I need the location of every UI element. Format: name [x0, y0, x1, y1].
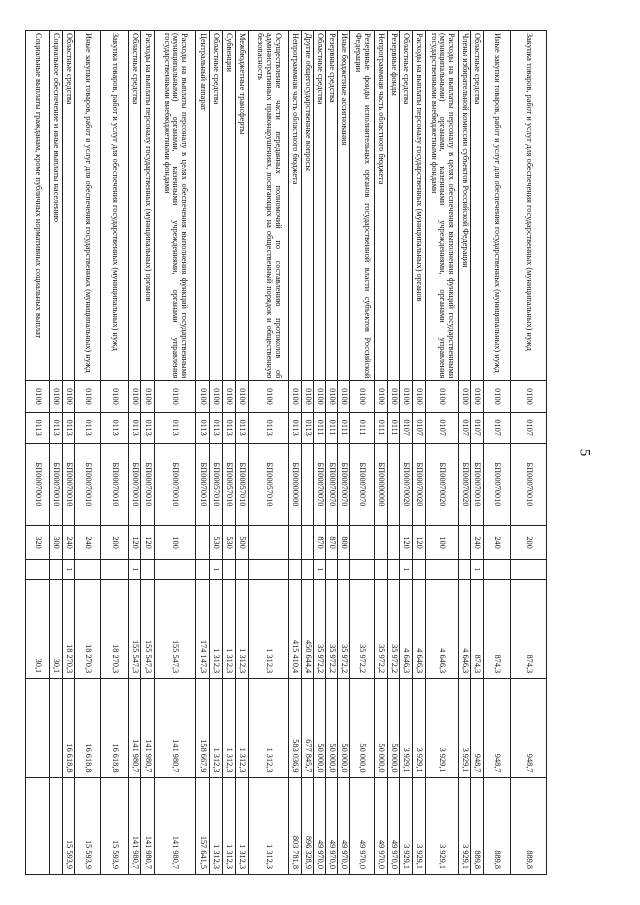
cell-rz: 0113 [196, 412, 210, 443]
cell-v3: 889,8 [511, 778, 547, 875]
cell-v3: 49 970,0 [314, 778, 326, 875]
cell-v3: 889,8 [484, 778, 511, 875]
cell-v2: 3 929,1 [400, 679, 413, 778]
cell-ved: 0100 [210, 381, 223, 412]
cell-v1: 18 270,3 [101, 579, 129, 678]
table-row [75, 31, 101, 875]
cell-v1: 18 270,3 [63, 579, 75, 678]
table-row [350, 31, 375, 875]
cell-rz: 0107 [459, 412, 471, 443]
cell-v1: 35 972,2 [375, 579, 388, 678]
cell-rz: 0111 [375, 412, 388, 443]
cell-name: Члены избирательной комиссии субъектов Российской Федерации [459, 31, 471, 381]
cell-rz: 0113 [155, 412, 196, 443]
cell-ved: 0100 [236, 381, 249, 412]
cell-csr: БП00070010 [50, 443, 63, 525]
table-row [63, 31, 75, 875]
table-row [314, 31, 326, 875]
cell-v2: 3 929,1 [426, 679, 459, 778]
table-row [459, 31, 471, 875]
cell-v2 [50, 679, 63, 778]
cell-csr: БП00070020 [426, 443, 459, 525]
cell-ved: 0100 [75, 381, 101, 412]
cell-name: Резервные фонды исполнительных органов государственной власти субъектов Российской Федерации [350, 31, 375, 381]
cell-ex [223, 560, 236, 580]
cell-v3: 49 970,0 [375, 778, 388, 875]
cell-v3 [50, 778, 63, 875]
cell-vr [350, 526, 375, 560]
cell-name: Расходы на выплаты персоналу государственных (муниципальных) органов [413, 31, 426, 381]
table-row [326, 31, 338, 875]
cell-rz: 0113 [249, 412, 289, 443]
cell-v3: 896 328,9 [302, 778, 314, 875]
cell-csr: БП00000000 [289, 443, 302, 525]
cell-v3: 15 593,9 [75, 778, 101, 875]
cell-ex [141, 560, 155, 580]
cell-rz: 0111 [314, 412, 326, 443]
cell-ex [459, 560, 471, 580]
cell-v1: 155 547,3 [141, 579, 155, 678]
cell-csr: БП00070010 [155, 443, 196, 525]
cell-ex: 1 [210, 560, 223, 580]
cell-ved: 0100 [426, 381, 459, 412]
table-row [50, 31, 63, 875]
table-body [26, 31, 547, 875]
cell-name: Расходы на выплаты персоналу государственных (муниципальных) органов [141, 31, 155, 381]
cell-csr: БП00070010 [129, 443, 141, 525]
table-row [471, 31, 484, 875]
cell-name: Областные средства [129, 31, 141, 381]
cell-vr: 320 [26, 526, 50, 560]
cell-v1: 155 547,3 [155, 579, 196, 678]
cell-name: Закупка товаров, работ и услуг для обеспечения государственных (муниципальных) нужд [101, 31, 129, 381]
cell-rz: 0113 [129, 412, 141, 443]
cell-csr: БП00070020 [413, 443, 426, 525]
cell-name: Резервные фонды [388, 31, 400, 381]
cell-name: Областные средства [63, 31, 75, 381]
cell-rz: 0107 [484, 412, 511, 443]
cell-v2: 50 000,0 [326, 679, 338, 778]
cell-ex: 1 [63, 560, 75, 580]
cell-name: Субвенции [223, 31, 236, 381]
table-row [338, 31, 350, 875]
cell-v2: 16 618,8 [63, 679, 75, 778]
cell-csr: БП00070070 [314, 443, 326, 525]
cell-rz: 0107 [400, 412, 413, 443]
cell-ved: 0100 [302, 381, 314, 412]
cell-vr: 100 [155, 526, 196, 560]
cell-vr [459, 526, 471, 560]
cell-ved: 0100 [350, 381, 375, 412]
table-row [388, 31, 400, 875]
cell-csr: БП00057010 [249, 443, 289, 525]
cell-csr: БП00070010 [511, 443, 547, 525]
cell-ved: 0100 [459, 381, 471, 412]
cell-v2: 1 312,3 [223, 679, 236, 778]
cell-ved: 0100 [314, 381, 326, 412]
table-row [141, 31, 155, 875]
cell-ex [155, 560, 196, 580]
cell-v2: 141 980,7 [141, 679, 155, 778]
table-row [511, 31, 547, 875]
cell-ved: 0100 [101, 381, 129, 412]
cell-v3: 3 929,1 [400, 778, 413, 875]
cell-ex [388, 560, 400, 580]
cell-ex [101, 560, 129, 580]
cell-ex: 1 [400, 560, 413, 580]
cell-name: Другие общегосударственные вопросы [302, 31, 314, 381]
cell-vr: 200 [511, 526, 547, 560]
cell-vr: 120 [413, 526, 426, 560]
cell-v2: 3 929,1 [413, 679, 426, 778]
cell-vr: 870 [314, 526, 326, 560]
cell-v3: 49 970,0 [350, 778, 375, 875]
cell-vr: 120 [129, 526, 141, 560]
cell-name: Центральный аппарат [196, 31, 210, 381]
cell-ved: 0100 [141, 381, 155, 412]
cell-ex [413, 560, 426, 580]
cell-vr: 530 [223, 526, 236, 560]
cell-v2: 677 845,7 [302, 679, 314, 778]
cell-name: Социальное обеспечение и иные выплаты населению [50, 31, 63, 381]
cell-csr: БП00070010 [484, 443, 511, 525]
cell-rz: 0113 [50, 412, 63, 443]
cell-csr [388, 443, 400, 525]
cell-v3: 1 312,3 [223, 778, 236, 875]
cell-v1: 1 312,3 [210, 579, 223, 678]
cell-v2: 1 312,3 [249, 679, 289, 778]
cell-v2: 1 312,3 [236, 679, 249, 778]
cell-name: Социальные выплаты гражданам, кроме публичных нормативных социальных выплат [26, 31, 50, 381]
cell-csr: БП00070010 [196, 443, 210, 525]
cell-v2: 948,7 [484, 679, 511, 778]
cell-rz: 0111 [338, 412, 350, 443]
cell-v3: 3 929,1 [459, 778, 471, 875]
cell-csr: БП00070070 [350, 443, 375, 525]
cell-csr [302, 443, 314, 525]
cell-ved: 0100 [326, 381, 338, 412]
cell-v3: 157 641,5 [196, 778, 210, 875]
cell-ved: 0100 [26, 381, 50, 412]
table-row [375, 31, 388, 875]
cell-ved: 0100 [400, 381, 413, 412]
cell-vr [249, 526, 289, 560]
cell-v2: 50 000,0 [350, 679, 375, 778]
cell-vr: 500 [236, 526, 249, 560]
cell-v1: 30,1 [50, 579, 63, 678]
cell-rz: 0107 [426, 412, 459, 443]
cell-v2: 50 000,0 [388, 679, 400, 778]
cell-ex [289, 560, 302, 580]
cell-vr: 530 [210, 526, 223, 560]
cell-vr: 240 [484, 526, 511, 560]
cell-name: Осуществление части переданных полномочий по составлению протоколов об административных правонарушениях, посягающих на общественный порядок и общественную безопасность [249, 31, 289, 381]
cell-ex [50, 560, 63, 580]
cell-rz: 0107 [511, 412, 547, 443]
cell-v2 [26, 679, 50, 778]
cell-name: Иные закупки товаров, работ и услуг для обеспечения государственных (муниципальных) нужд [484, 31, 511, 381]
cell-name: Областные средства [400, 31, 413, 381]
cell-v3 [26, 778, 50, 875]
cell-name: Иные закупки товаров, работ и услуг для обеспечения государственных (муниципальных) нужд [75, 31, 101, 381]
cell-v3: 15 593,9 [101, 778, 129, 875]
table-row [426, 31, 459, 875]
cell-v1: 18 270,3 [75, 579, 101, 678]
cell-v3: 1 312,3 [236, 778, 249, 875]
cell-v3: 803 781,8 [289, 778, 302, 875]
table-row [400, 31, 413, 875]
cell-v3: 49 970,0 [338, 778, 350, 875]
cell-csr: БП00070020 [459, 443, 471, 525]
cell-vr: 240 [75, 526, 101, 560]
cell-vr [388, 526, 400, 560]
cell-csr: БП00070020 [400, 443, 413, 525]
cell-rz: 0113 [223, 412, 236, 443]
table-row [413, 31, 426, 875]
table-row [210, 31, 223, 875]
cell-vr: 800 [338, 526, 350, 560]
cell-v3: 49 970,0 [388, 778, 400, 875]
cell-ex [326, 560, 338, 580]
budget-table-wrapper [33, 30, 547, 875]
cell-ex [484, 560, 511, 580]
cell-ved: 0100 [289, 381, 302, 412]
cell-v3: 3 929,1 [413, 778, 426, 875]
cell-vr: 200 [101, 526, 129, 560]
cell-v2: 141 980,7 [155, 679, 196, 778]
cell-v1: 1 312,3 [249, 579, 289, 678]
cell-csr: БП00070070 [338, 443, 350, 525]
cell-name: Закупка товаров, работ и услуг для обеспечения государственных (муниципальных) нужд [511, 31, 547, 381]
cell-csr: БП00000000 [375, 443, 388, 525]
table-row [155, 31, 196, 875]
cell-v3: 49 970,0 [326, 778, 338, 875]
cell-csr: БП00070010 [75, 443, 101, 525]
cell-v3: 1 312,3 [249, 778, 289, 875]
cell-rz: 0113 [63, 412, 75, 443]
cell-name: Областные средства [471, 31, 484, 381]
cell-v2: 583 036,9 [289, 679, 302, 778]
cell-ved: 0100 [338, 381, 350, 412]
cell-v2: 16 618,8 [75, 679, 101, 778]
cell-vr [196, 526, 210, 560]
cell-ved: 0100 [155, 381, 196, 412]
cell-rz: 0113 [302, 412, 314, 443]
page-number: 5 [576, 448, 593, 457]
table-row [101, 31, 129, 875]
cell-vr [289, 526, 302, 560]
table-row [249, 31, 289, 875]
cell-csr: БП00070010 [471, 443, 484, 525]
cell-ved: 0100 [196, 381, 210, 412]
cell-v1: 35 972,2 [314, 579, 326, 678]
cell-rz: 0113 [289, 412, 302, 443]
cell-name: Непрограммная часть областного бюджета [289, 31, 302, 381]
cell-ved: 0100 [484, 381, 511, 412]
cell-ex [511, 560, 547, 580]
cell-rz: 0113 [236, 412, 249, 443]
table-row [196, 31, 210, 875]
cell-ex [350, 560, 375, 580]
cell-ved: 0100 [50, 381, 63, 412]
cell-v3: 141 980,7 [129, 778, 141, 875]
table-row [129, 31, 141, 875]
rotated-page-content [33, 30, 547, 875]
table-row [302, 31, 314, 875]
cell-vr [375, 526, 388, 560]
cell-csr: БП00070010 [141, 443, 155, 525]
cell-v1: 35 972,2 [388, 579, 400, 678]
cell-ex: 1 [314, 560, 326, 580]
cell-vr [302, 526, 314, 560]
cell-rz: 0107 [413, 412, 426, 443]
cell-rz: 0113 [210, 412, 223, 443]
cell-v2: 50 000,0 [314, 679, 326, 778]
cell-v1: 4 646,3 [400, 579, 413, 678]
cell-rz: 0111 [350, 412, 375, 443]
cell-v2: 16 618,8 [101, 679, 129, 778]
cell-name: Непрограммная часть областного бюджета [375, 31, 388, 381]
cell-vr: 120 [400, 526, 413, 560]
cell-v3: 141 980,7 [155, 778, 196, 875]
cell-v2: 50 000,0 [375, 679, 388, 778]
cell-vr: 300 [50, 526, 63, 560]
cell-v2: 158 667,9 [196, 679, 210, 778]
cell-csr: БП00070010 [101, 443, 129, 525]
cell-csr: БП00057010 [236, 443, 249, 525]
cell-rz: 0111 [388, 412, 400, 443]
cell-ex [196, 560, 210, 580]
cell-rz: 0111 [326, 412, 338, 443]
table-row [26, 31, 50, 875]
cell-ved: 0100 [413, 381, 426, 412]
cell-v3: 3 929,1 [426, 778, 459, 875]
cell-v2: 141 980,7 [129, 679, 141, 778]
table-row [484, 31, 511, 875]
cell-ex [302, 560, 314, 580]
cell-ex [375, 560, 388, 580]
cell-v1: 174 147,3 [196, 579, 210, 678]
cell-name: Областные средства [314, 31, 326, 381]
cell-csr: БП00057010 [210, 443, 223, 525]
cell-ved: 0100 [129, 381, 141, 412]
cell-ex [236, 560, 249, 580]
table-row [236, 31, 249, 875]
cell-v2: 948,7 [471, 679, 484, 778]
cell-name: Расходы на выплаты персоналу в целях обеспечения выполнения функций государственными (муниципальными) органами, казенными учреждениями, органами управления государственными внебюджетными фондами [155, 31, 196, 381]
cell-v1: 35 972,2 [350, 579, 375, 678]
cell-v3: 889,8 [471, 778, 484, 875]
cell-csr: БП00070010 [26, 443, 50, 525]
cell-csr: БП00070070 [326, 443, 338, 525]
cell-ex [75, 560, 101, 580]
cell-rz: 0113 [101, 412, 129, 443]
cell-v1: 155 547,3 [129, 579, 141, 678]
cell-v2: 1 312,3 [210, 679, 223, 778]
cell-ex [26, 560, 50, 580]
cell-vr: 100 [426, 526, 459, 560]
cell-v1: 35 972,2 [326, 579, 338, 678]
cell-ex [338, 560, 350, 580]
cell-vr: 240 [471, 526, 484, 560]
cell-ved: 0100 [511, 381, 547, 412]
cell-ved: 0100 [249, 381, 289, 412]
cell-name: Иные бюджетные ассигнования [338, 31, 350, 381]
cell-name: Расходы на выплаты персоналу в целях обеспечения выполнения функций государственными (муниципальными) органами, казенными учреждениями, органами управления государственными внебюджетными фондами [426, 31, 459, 381]
table-row [223, 31, 236, 875]
cell-v1: 874,3 [484, 579, 511, 678]
cell-csr: БП00070010 [63, 443, 75, 525]
cell-vr: 870 [326, 526, 338, 560]
cell-vr: 240 [63, 526, 75, 560]
cell-rz: 0113 [141, 412, 155, 443]
cell-v2: 50 000,0 [338, 679, 350, 778]
cell-name: Областные средства [210, 31, 223, 381]
cell-v1: 4 646,3 [426, 579, 459, 678]
cell-ex [426, 560, 459, 580]
cell-ved: 0100 [471, 381, 484, 412]
cell-rz: 0113 [26, 412, 50, 443]
cell-v2: 948,7 [511, 679, 547, 778]
cell-v1: 450 644,4 [302, 579, 314, 678]
cell-vr: 120 [141, 526, 155, 560]
cell-v2: 3 929,1 [459, 679, 471, 778]
budget-table [25, 30, 547, 875]
cell-ex: 1 [471, 560, 484, 580]
cell-v3: 1 312,3 [210, 778, 223, 875]
cell-v1: 35 972,2 [338, 579, 350, 678]
cell-v1: 874,3 [511, 579, 547, 678]
cell-ved: 0100 [63, 381, 75, 412]
cell-v1: 1 312,3 [223, 579, 236, 678]
cell-csr: БП00057010 [223, 443, 236, 525]
cell-v3: 141 980,7 [141, 778, 155, 875]
cell-ved: 0100 [223, 381, 236, 412]
cell-name: Межбюджетные трансферты [236, 31, 249, 381]
cell-v1: 30,1 [26, 579, 50, 678]
cell-name: Резервные средства [326, 31, 338, 381]
cell-v3: 15 593,9 [63, 778, 75, 875]
cell-v1: 874,3 [471, 579, 484, 678]
cell-v1: 4 646,3 [459, 579, 471, 678]
cell-rz: 0107 [471, 412, 484, 443]
cell-ex [249, 560, 289, 580]
cell-ex: 1 [129, 560, 141, 580]
table-row [289, 31, 302, 875]
cell-v1: 4 646,3 [413, 579, 426, 678]
cell-ved: 0100 [375, 381, 388, 412]
cell-ved: 0100 [388, 381, 400, 412]
cell-rz: 0113 [75, 412, 101, 443]
cell-v1: 415 410,4 [289, 579, 302, 678]
cell-v1: 1 312,3 [236, 579, 249, 678]
